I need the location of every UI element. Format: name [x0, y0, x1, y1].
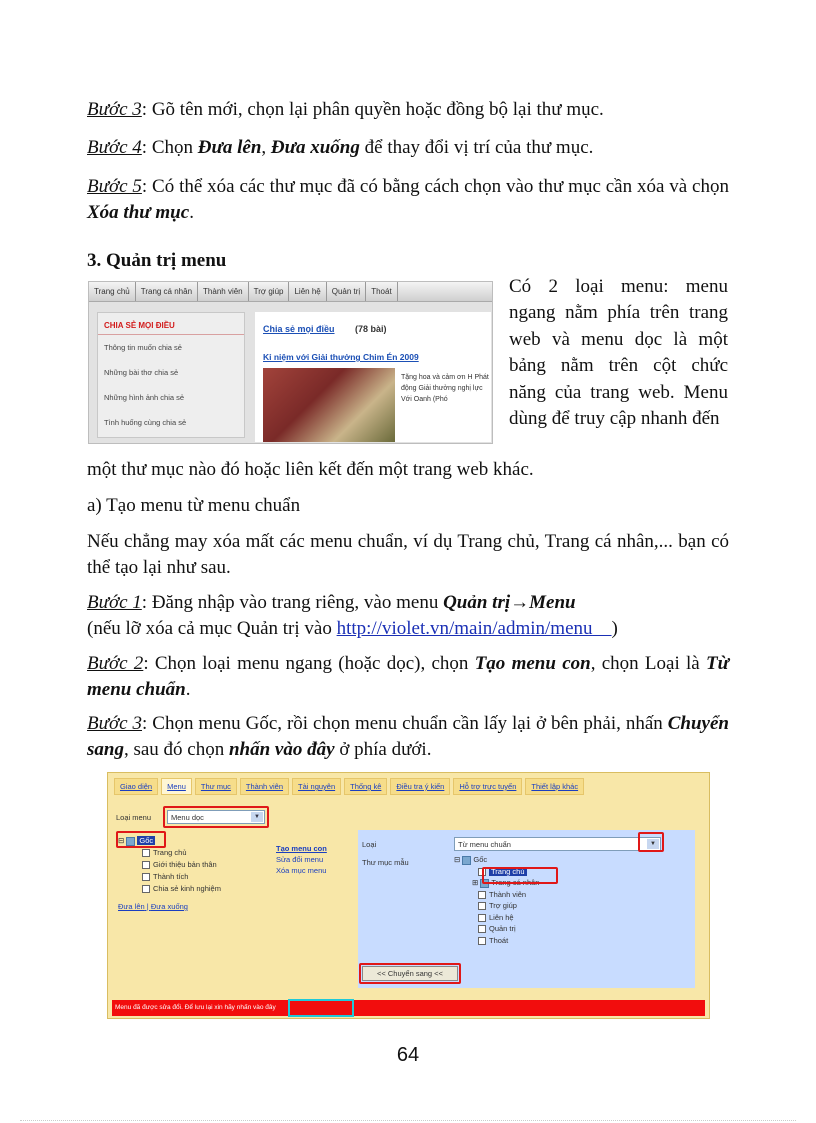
tab-dieu-tra[interactable]: Điều tra ý kiến	[390, 778, 450, 795]
step-label: Bước 3	[87, 713, 143, 734]
click-here-highlight[interactable]	[288, 999, 354, 1017]
subheading-a: a) Tạo menu từ menu chuẩn	[87, 495, 301, 516]
step-text: , chọn Loại là	[590, 653, 706, 674]
tree-item[interactable]	[454, 923, 539, 935]
step-text: )	[611, 618, 618, 639]
menu-type-value: Menu dọc	[171, 813, 204, 822]
emphasis: Xóa thư mục	[87, 202, 190, 223]
highlight-box	[359, 963, 461, 984]
vertical-menu-title: CHIA SẺ MỌI ĐIỀU	[98, 313, 244, 335]
move-up-link[interactable]: Đưa lên	[118, 902, 145, 911]
step-text: : Đăng nhập vào trang riêng, vào menu	[141, 592, 444, 613]
checkbox[interactable]	[142, 885, 150, 893]
tree-item-label: Quản trị	[489, 924, 516, 933]
emphasis: Đưa lên	[197, 137, 262, 158]
step-4-paragraph	[87, 135, 729, 161]
nav-item[interactable]: Trợ giúp	[249, 282, 290, 301]
tree-item-label: Giới thiệu bản thân	[153, 860, 217, 869]
step-label: Bước 2	[87, 653, 144, 674]
nav-item[interactable]: Trang chủ	[89, 282, 136, 301]
tree-item[interactable]	[454, 935, 539, 947]
step-3b-paragraph	[87, 711, 729, 763]
move-links: Đưa lên | Đưa xuống	[118, 902, 188, 911]
checkbox[interactable]	[478, 937, 486, 945]
website-screenshot	[88, 281, 493, 444]
content-title-link[interactable]: Chia sẻ mọi điều	[263, 324, 335, 334]
page-number: 64	[396, 1044, 420, 1066]
checkbox[interactable]	[478, 891, 486, 899]
checkbox[interactable]	[142, 849, 150, 857]
folder-icon	[462, 856, 471, 865]
nav-item[interactable]: Quản trị	[327, 282, 366, 301]
article-excerpt: Tặng hoa và cảm ơn H Phát động Giải thưởng nghị lực Với Oanh (Phó	[401, 374, 489, 403]
step-text: ,	[261, 137, 271, 158]
admin-menu-link[interactable]: http://violet.vn/main/admin/menu	[336, 618, 593, 639]
checkbox[interactable]	[478, 925, 486, 933]
tree-item[interactable]	[118, 859, 221, 871]
step-3-paragraph	[87, 97, 729, 123]
step-5-paragraph	[87, 174, 729, 226]
menu-intro-text: Có 2 loại menu: menu ngang nằm phía trên trang web và menu dọc là một bảng nằm trên cột chức năng của trang web. Menu dùng để truy cập nhanh đến	[509, 276, 728, 430]
step-1-paragraph	[87, 590, 729, 642]
checkbox[interactable]	[478, 914, 486, 922]
tree-item-label: Liên hệ	[489, 912, 514, 922]
checkbox[interactable]	[478, 902, 486, 910]
emphasis: nhấn vào đây	[228, 739, 335, 760]
collapse-icon[interactable]: ⊟	[118, 836, 125, 845]
edit-menu-link[interactable]: Sửa đổi menu	[276, 855, 324, 864]
article-link[interactable]: Kỉ niệm với Giải thưởng Chim Én 2009	[263, 352, 419, 362]
top-nav-bar	[89, 282, 492, 302]
tab-thanh-vien[interactable]: Thành viên	[240, 778, 289, 795]
tree-item[interactable]	[118, 871, 221, 883]
emphasis: Chuyển sang	[87, 713, 729, 760]
step-text: : Có thể xóa các thư mục đã có bằng cách chọn vào thư mục cần xóa và chọn	[141, 176, 729, 197]
step-text: , sau đó chọn	[123, 739, 229, 760]
menu-type-label: Loại menu	[116, 813, 152, 822]
tree-item[interactable]	[454, 889, 539, 901]
step-text: : Gõ tên mới, chọn lại phân quyền hoặc đồng bộ lại thư mục.	[141, 99, 604, 120]
vertical-menu	[97, 312, 245, 438]
step-2-paragraph	[87, 651, 729, 703]
highlight-box	[116, 831, 166, 848]
emphasis: Đưa xuống	[270, 137, 360, 158]
tree-item-label: Thành tích	[153, 872, 189, 881]
type-value: Từ menu chuẩn	[458, 840, 511, 849]
tab-thiet-lap[interactable]: Thiết lập khác	[525, 778, 584, 795]
admin-tabs	[114, 778, 584, 795]
content-area	[255, 312, 491, 442]
step-text: .	[185, 679, 191, 700]
menu-actions	[276, 843, 327, 876]
tab-ho-tro[interactable]: Hỗ trợ trực tuyến	[453, 778, 522, 795]
nav-item[interactable]: Thoát	[366, 282, 397, 301]
tree-item[interactable]	[454, 900, 539, 912]
emphasis: Từ menu chuẩn	[87, 653, 729, 700]
create-submenu-link[interactable]: Tạo menu con	[276, 844, 327, 853]
divider	[20, 1120, 796, 1121]
tree-item[interactable]	[118, 847, 221, 859]
admin-menu-screenshot	[107, 772, 710, 1019]
vertical-menu-item[interactable]: Những hình ảnh chia sẻ	[104, 393, 185, 402]
emphasis: Quản trị→Menu	[443, 592, 576, 613]
section-heading: 3. Quản trị menu	[87, 250, 227, 271]
move-down-link[interactable]: Đưa xuống	[150, 902, 188, 911]
nav-item[interactable]: Liên hệ	[289, 282, 326, 301]
tab-tai-nguyen[interactable]: Tài nguyên	[292, 778, 341, 795]
checkbox[interactable]	[142, 873, 150, 881]
chevron-down-icon[interactable]: ▼	[251, 812, 263, 822]
menu-intro-continue: một thư mục nào đó hoặc liên kết đến một trang web khác.	[87, 459, 534, 480]
step-label: Bước 1	[87, 592, 142, 613]
checkbox[interactable]	[142, 861, 150, 869]
tree-root-label: Gốc	[139, 836, 154, 845]
expand-icon[interactable]: ⊞	[472, 878, 479, 887]
highlight-box	[638, 832, 664, 852]
step-text: : Chọn menu Gốc, rồi chọn menu chuẩn cần lấy lại ở bên phải, nhấn	[142, 713, 668, 734]
nav-item[interactable]: Trang cá nhân	[136, 282, 198, 301]
delete-menu-link[interactable]: Xóa mục menu	[276, 866, 327, 875]
tab-menu[interactable]: Menu	[161, 778, 192, 795]
step-text: .	[189, 202, 194, 223]
tab-thong-ke[interactable]: Thống kê	[344, 778, 387, 795]
type-label: Loại	[362, 840, 377, 849]
highlight-box	[482, 867, 558, 884]
step-text: : Chọn loại menu ngang (hoặc dọc), chọn	[143, 653, 475, 674]
highlight-box	[163, 806, 269, 828]
submenu-panel	[358, 830, 695, 988]
tree-root-label: Gốc	[473, 855, 488, 864]
emphasis: Tạo menu con	[474, 653, 591, 674]
step-text: : Chọn	[141, 137, 198, 158]
step-text: ở phía dưới.	[334, 739, 432, 760]
step-text: (nếu lỡ xóa cả mục Quản trị vào	[87, 618, 337, 639]
template-folder-label: Thư mục mẫu	[362, 858, 409, 867]
tab-giao-dien[interactable]: Giao diện	[114, 778, 158, 795]
tab-thu-muc[interactable]: Thư mục	[195, 778, 237, 795]
tree-item-label: Chia sẻ kinh nghiệm	[153, 884, 221, 893]
tree-item[interactable]	[454, 912, 539, 924]
status-bar: Menu đã được sửa đổi. Để lưu lại xin hãy nhấn vào đây	[112, 1000, 705, 1016]
step-label: Bước 4	[87, 137, 142, 158]
tree-item-label: Trang cá nhân	[491, 878, 540, 887]
tree-item-label: Thoát	[489, 935, 509, 945]
collapse-icon[interactable]: ⊟	[454, 855, 461, 864]
vertical-menu-item[interactable]: Những bài thơ chia sẻ	[104, 368, 179, 377]
tree-item-label: Trang chủ	[153, 848, 187, 857]
step-text: để thay đổi vị trí của thư mục.	[359, 137, 594, 158]
chevron-down-icon[interactable]: ▼	[647, 839, 659, 849]
step-label: Bước 5	[87, 176, 142, 197]
type-select[interactable]	[454, 837, 661, 851]
content-count: (78 bài)	[355, 324, 387, 334]
tree-item[interactable]	[118, 883, 221, 895]
move-over-button[interactable]: << Chuyển sang <<	[362, 966, 458, 981]
paragraph-a: Nếu chẳng may xóa mất các menu chuẩn, ví dụ Trang chủ, Trang cá nhân,... bạn có thể tạo lại như sau.	[87, 531, 729, 578]
vertical-menu-item[interactable]: Thông tin muốn chia sẻ	[104, 343, 182, 352]
tree-item-label: Trang chủ	[491, 866, 525, 876]
article-photo	[263, 368, 395, 442]
vertical-menu-item[interactable]: Tình huống cùng chia sẻ	[104, 418, 187, 427]
step-label: Bước 3	[87, 99, 142, 120]
nav-item[interactable]: Thành viên	[198, 282, 249, 301]
tree-item-label: Trợ giúp	[489, 901, 517, 910]
tree-root[interactable]	[454, 854, 539, 866]
tree-item-label: Thành viên	[489, 889, 527, 899]
